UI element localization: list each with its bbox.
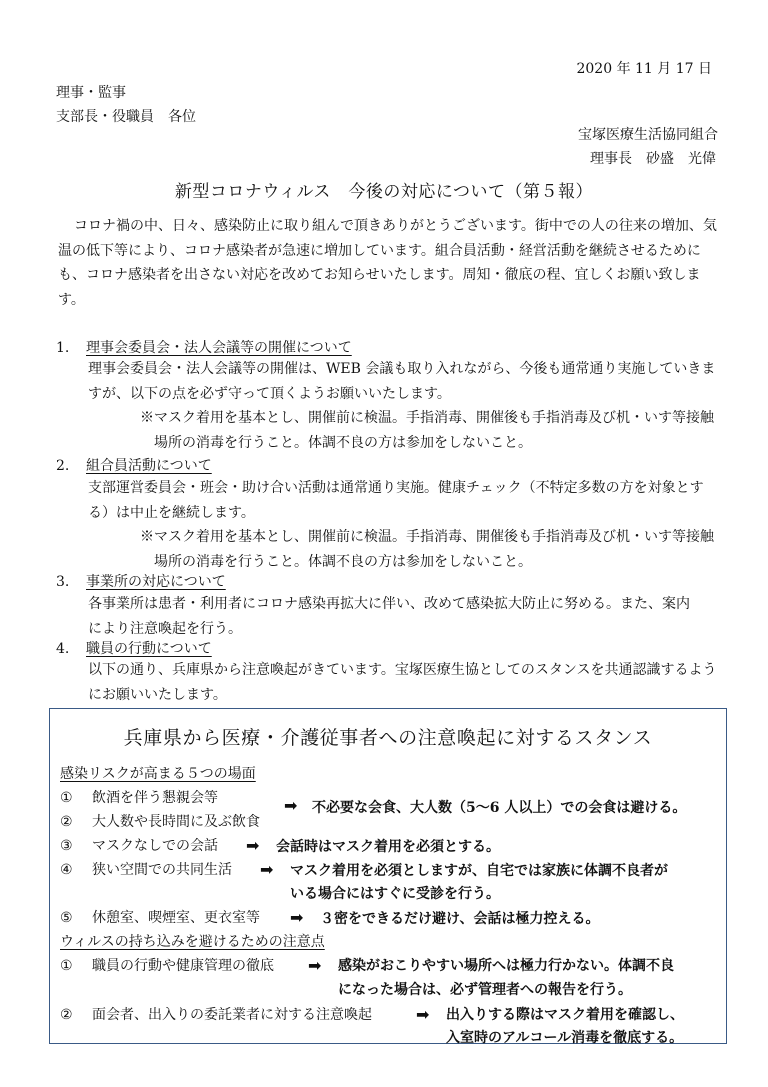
section-3-body: 各事業所は患者・利用者にコロナ感染再拡大に伴い、改めて感染拡大防止に努める。また、案内により注意喚起を行う。 [88, 596, 690, 637]
sender-organization: 宝塚医療生活協同組合 [578, 127, 718, 143]
section-title: 職員の行動について [86, 641, 212, 657]
arrow-right-icon: ➡ [260, 860, 274, 879]
risk-scenes-heading: 感染リスクが高まる５つの場面 [60, 766, 256, 782]
document-title: 新型コロナウィルス 今後の対応について（第５報） [174, 182, 594, 202]
intro-paragraph: コロナ禍の中、日々、感染防止に取り組んで頂きありがとうございます。街中での人の往来の増加、気温の低下等により、コロナ感染者が急速に増加しています。組合員活動・経営活動を継続させるためにも、コロナ感染者を出さない対応を改めてお知らせいたします。周知・徹底の程、宜しくお願い致します。 [58, 218, 717, 308]
section-4-body: 以下の通り、兵庫県から注意喚起がきています。宝塚医療生協としてのスタンスを共通認識するようにお願いいたします。 [88, 662, 717, 703]
section-title: 事業所の対応について [86, 574, 226, 590]
risk-scene-item: ③ マスクなしでの会話 [60, 838, 218, 854]
arrow-right-icon: ➡ [308, 956, 322, 975]
section-1-note: ※マスク着用を基本とし、開催前に検温。手指消毒、開催後も手指消毒及び机・いす等接触場所の消毒を行うこと。体調不良の方は参加をしないこと。 [140, 410, 714, 451]
section-2-note: ※マスク着用を基本とし、開催前に検温。手指消毒、開催後も手指消毒及び机・いす等接触場所の消毒を行うこと。体調不良の方は参加をしないこと。 [140, 529, 714, 570]
stance-text: 入室時のアルコール消毒を徹底する。 [446, 1030, 684, 1046]
stance-text: になった場合は、必ず管理者への報告を行う。 [338, 982, 632, 998]
section-3-heading [56, 575, 226, 589]
addressee-line-1: 理事・監事 [56, 85, 126, 101]
stance-box-title: 兵庫県から医療・介護従事者への注意喚起に対するスタンス [123, 727, 653, 749]
arrow-right-icon: ➡ [246, 836, 260, 855]
stance-text: 会話時はマスク着用を必須とする。 [276, 839, 500, 855]
section-number: 3. [56, 574, 70, 590]
risk-scene-item: ② 大人数や長時間に及ぶ飲食 [60, 814, 260, 830]
section-title: 理事会委員会・法人会議等の開催について [86, 340, 352, 356]
stance-text: マスク着用を必須としますが、自宅では家族に体調不良者が [290, 863, 668, 879]
stance-box [49, 708, 727, 1044]
section-1-body: 理事会委員会・法人会議等の開催は、WEB 会議も取り入れながら、今後も通常通り実施していきますが、以下の点を必ず守って頂くようお願いいたします。 [88, 361, 716, 402]
section-title: 組合員活動について [86, 458, 212, 474]
arrow-right-icon: ➡ [290, 908, 304, 927]
section-number: 1. [56, 340, 70, 356]
arrow-right-icon: ➡ [416, 1005, 430, 1024]
stance-text: ３密をできるだけ避け、会話は極力控える。 [320, 911, 600, 927]
stance-text: 感染がおこりやすい場所へは極力行かない。体調不良 [338, 958, 674, 974]
stance-text: いる場合にはすぐに受診を行う。 [290, 886, 500, 902]
addressee-line-2: 支部長・役職員 各位 [56, 109, 196, 125]
section-number: 2. [56, 458, 70, 474]
sender-name: 理事長 砂盛 光偉 [590, 151, 716, 167]
risk-scene-item: ① 飲酒を伴う懇親会等 [60, 790, 218, 806]
precaution-item: ② 面会者、出入りの委託業者に対する注意喚起 [60, 1007, 372, 1023]
stance-text: 出入りする際はマスク着用を確認し、 [446, 1007, 684, 1023]
section-2-body: 支部運営委員会・班会・助け合い活動は通常通り実施。健康チェック（不特定多数の方を対象とする）は中止を継続します。 [88, 480, 704, 521]
arrow-right-icon: ➡ [284, 796, 298, 815]
risk-scene-item: ⑤ 休憩室、喫煙室、更衣室等 [60, 910, 260, 926]
stance-text: 不必要な会食、大人数（5～6 人以上）での会食は避ける。 [312, 800, 687, 816]
precaution-item: ① 職員の行動や健康管理の徹底 [60, 958, 274, 974]
section-1-heading [56, 341, 352, 355]
section-2-heading [56, 459, 212, 473]
document-date: 2020 年 11 月 17 日 [576, 61, 712, 77]
virus-entry-heading: ウィルスの持ち込みを避けるための注意点 [60, 934, 325, 950]
section-number: 4. [56, 641, 70, 657]
section-4-heading [56, 642, 212, 656]
risk-scene-item: ④ 狭い空間での共同生活 [60, 862, 232, 878]
